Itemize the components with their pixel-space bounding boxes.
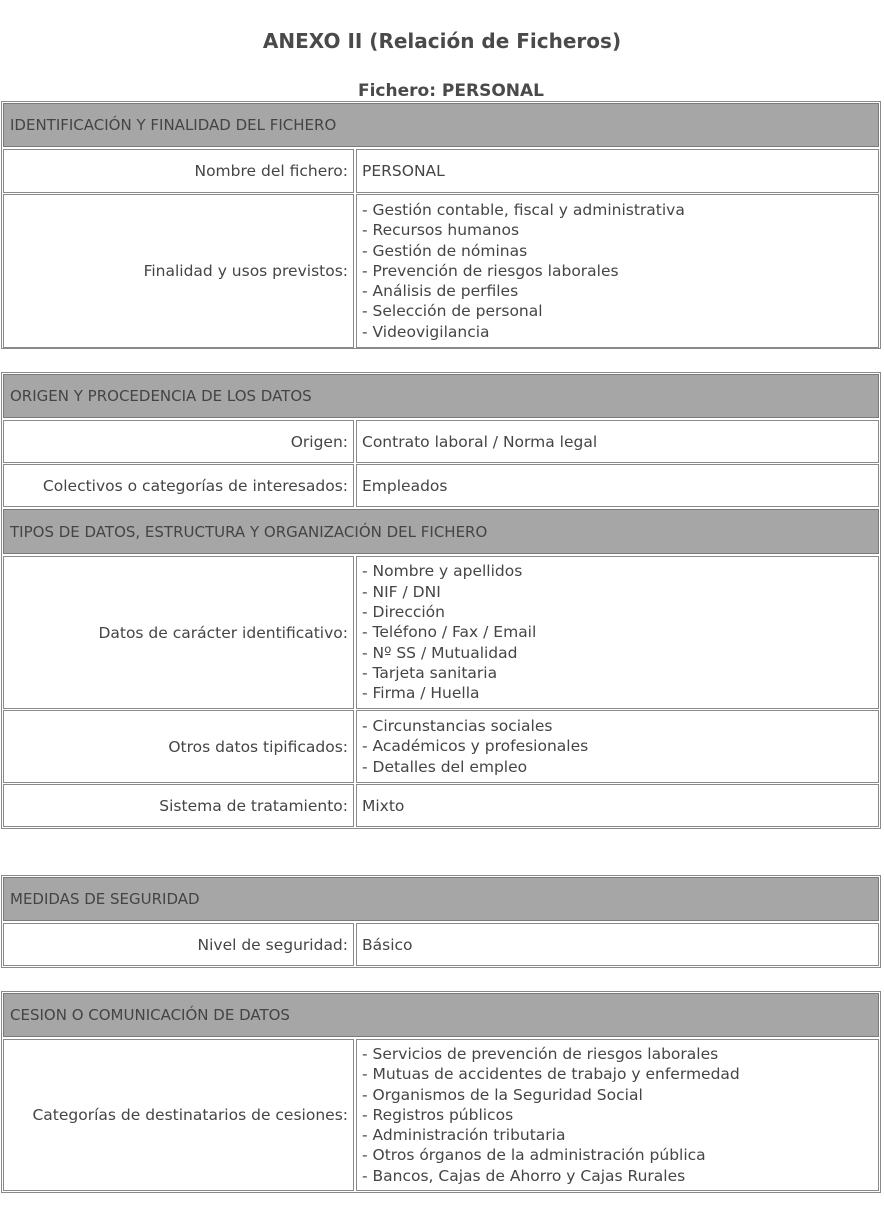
list-item: - Selección de personal <box>362 302 543 321</box>
list-item: - Dirección <box>362 603 445 622</box>
list-item: - Organismos de la Seguridad Social <box>362 1085 643 1104</box>
list-item: - NIF / DNI <box>362 582 441 601</box>
list-item: - Detalles del empleo <box>362 757 528 776</box>
list-item: - Videovigilancia <box>362 322 490 341</box>
section-header-identificacion: IDENTIFICACIÓN Y FINALIDAD DEL FICHERO <box>3 103 879 147</box>
label-colectivos: Colectivos o categorías de interesados: <box>3 464 354 507</box>
row-origen <box>3 420 879 463</box>
row-sistema-tratamiento <box>3 784 879 827</box>
list-item: - Teléfono / Fax / Email <box>362 623 537 642</box>
value-origen: Contrato laboral / Norma legal <box>356 420 879 463</box>
section-seguridad <box>1 875 881 968</box>
list-item: - Registros públicos <box>362 1105 514 1124</box>
document-subtitle: Fichero: PERSONAL <box>357 81 544 101</box>
list-item: - Nombre y apellidos <box>362 562 523 581</box>
value-nombre-fichero: PERSONAL <box>356 149 879 193</box>
row-datos-identificativos <box>3 556 879 709</box>
label-finalidad: Finalidad y usos previstos: <box>3 194 354 348</box>
list-item: - Prevención de riesgos laborales <box>362 261 619 280</box>
list-item: - Gestión de nóminas <box>362 241 528 260</box>
section-header-origen: ORIGEN Y PROCEDENCIA DE LOS DATOS <box>3 374 879 418</box>
row-nombre-fichero <box>3 149 879 193</box>
label-destinatarios: Categorías de destinatarios de cesiones: <box>3 1039 354 1191</box>
list-item: - Circunstancias sociales <box>362 717 553 736</box>
list-item: - Análisis de perfiles <box>362 282 519 301</box>
list-item: - Gestión contable, fiscal y administrativa <box>362 200 685 219</box>
list-item: - Servicios de prevención de riesgos laborales <box>362 1044 719 1063</box>
list-item: - Tarjeta sanitaria <box>362 663 498 682</box>
section-header-seguridad: MEDIDAS DE SEGURIDAD <box>3 877 879 921</box>
label-nivel-seguridad: Nivel de seguridad: <box>3 923 354 966</box>
value-colectivos: Empleados <box>356 464 879 507</box>
value-sistema-tratamiento: Mixto <box>356 784 879 827</box>
list-item: - Bancos, Cajas de Ahorro y Cajas Rurales <box>362 1166 686 1185</box>
section-cesion <box>1 991 881 1193</box>
label-otros-datos: Otros datos tipificados: <box>3 710 354 783</box>
value-datos-identificativos <box>356 556 879 709</box>
row-finalidad <box>3 194 879 348</box>
list-item: - Recursos humanos <box>362 221 520 240</box>
label-datos-identificativos: Datos de carácter identificativo: <box>3 556 354 709</box>
row-colectivos <box>3 464 879 507</box>
label-sistema-tratamiento: Sistema de tratamiento: <box>3 784 354 827</box>
value-destinatarios <box>356 1039 879 1191</box>
row-otros-datos <box>3 710 879 783</box>
label-nombre-fichero: Nombre del fichero: <box>3 149 354 193</box>
section-header-cesion: CESION O COMUNICACIÓN DE DATOS <box>3 993 879 1037</box>
list-item: - Nº SS / Mutualidad <box>362 643 518 662</box>
section-origen-tipos <box>1 372 881 829</box>
list-item: - Académicos y profesionales <box>362 737 589 756</box>
list-item: - Firma / Huella <box>362 684 480 703</box>
value-otros-datos <box>356 710 879 783</box>
list-item: - Mutuas de accidentes de trabajo y enfermedad <box>362 1065 740 1084</box>
list-item: - Administración tributaria <box>362 1126 566 1145</box>
document-title: ANEXO II (Relación de Ficheros) <box>262 29 622 53</box>
row-destinatarios <box>3 1039 879 1191</box>
value-nivel-seguridad: Básico <box>356 923 879 966</box>
value-finalidad <box>356 194 879 348</box>
label-origen: Origen: <box>3 420 354 463</box>
section-header-tipos: TIPOS DE DATOS, ESTRUCTURA Y ORGANIZACIÓN DEL FICHERO <box>3 509 879 554</box>
row-nivel-seguridad <box>3 923 879 966</box>
list-item: - Otros órganos de la administración pública <box>362 1146 706 1165</box>
section-identificacion <box>1 101 881 349</box>
